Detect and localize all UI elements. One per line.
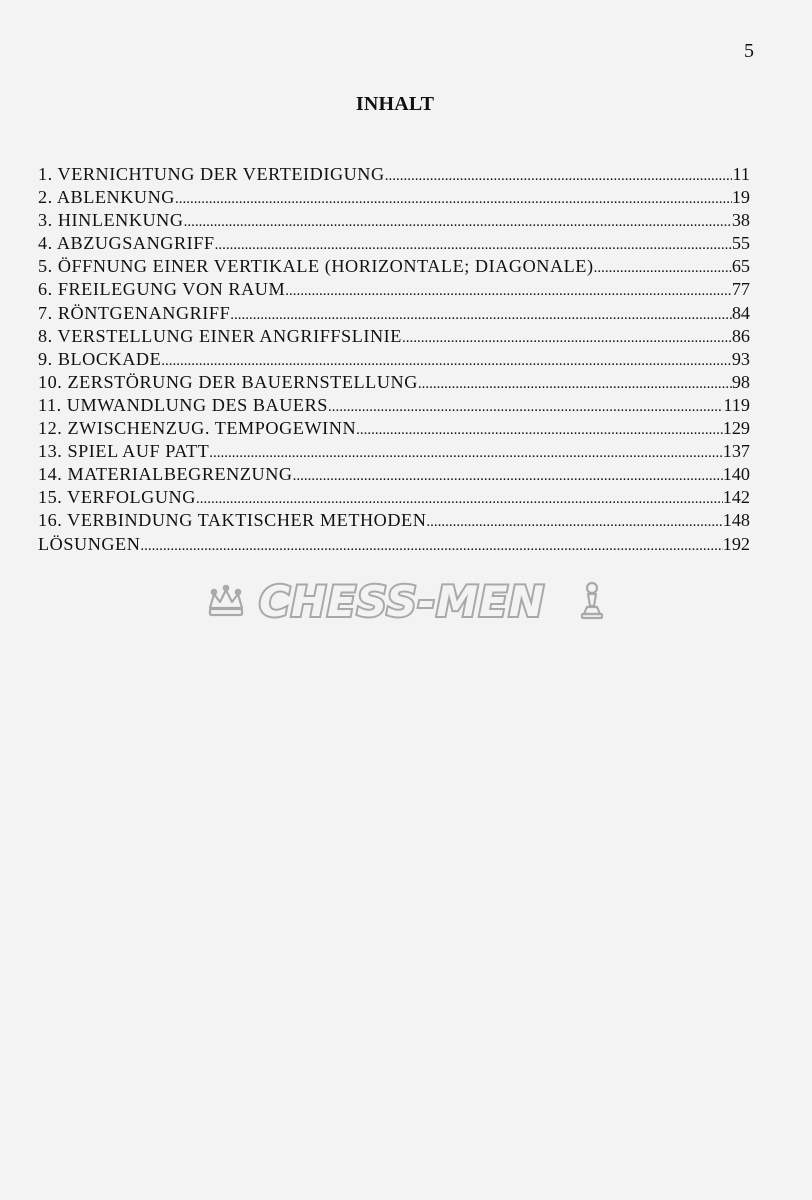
toc-entry-label: 13. SPIEL AUF PATT [38, 441, 210, 462]
toc-entry-page: 65 [731, 256, 750, 277]
pawn-icon [582, 583, 602, 618]
toc-entry[interactable] [38, 510, 750, 533]
toc-leader-dots [356, 418, 723, 439]
toc-leader-dots [594, 256, 732, 277]
toc-entry-label: 3. HINLENKUNG [38, 210, 184, 231]
toc-entry[interactable] [38, 534, 750, 557]
toc-entry[interactable] [38, 210, 750, 233]
toc-entry-page: 98 [731, 371, 750, 392]
toc-entry-label: LÖSUNGEN [38, 533, 141, 554]
toc-entry-page: 38 [731, 210, 750, 231]
toc-entry-label: 11. UMWANDLUNG DES BAUERS [38, 394, 328, 415]
toc-leader-dots [285, 279, 732, 300]
toc-entry-label: 6. FREILEGUNG VON RAUM [38, 279, 286, 300]
toc-leader-dots [175, 187, 732, 208]
toc-leader-dots [209, 441, 722, 462]
crown-icon [210, 586, 242, 615]
toc-entry-label: 15. VERFOLGUNG [38, 487, 196, 508]
toc-leader-dots [184, 210, 732, 231]
toc-leader-dots [328, 395, 723, 416]
toc-entry[interactable] [38, 303, 750, 326]
toc-leader-dots [230, 303, 732, 324]
toc-entry-page: 137 [722, 441, 750, 462]
toc-entry-page: 11 [732, 164, 750, 184]
toc-entry-label: 10. ZERSTÖRUNG DER BAUERNSTELLUNG [38, 371, 418, 392]
toc-entry[interactable] [38, 256, 750, 279]
toc-entry[interactable] [38, 233, 750, 256]
toc-entry-label: 7. RÖNTGENANGRIFF [38, 302, 231, 323]
toc-leader-dots [418, 372, 732, 393]
toc-leader-dots [385, 164, 733, 185]
toc-entry-label: 8. VERSTELLUNG EINER ANGRIFFSLINIE [38, 325, 402, 346]
page-number: 5 [744, 40, 754, 62]
toc-entry-label: 16. VERBINDUNG TAKTISCHER METHODEN [38, 510, 427, 531]
toc-entry-label: 5. ÖFFNUNG EINER VERTIKALE (HORIZONTALE; DIAGONALE) [38, 256, 594, 277]
watermark-text: CHESS-MEN [259, 577, 545, 626]
toc-leader-dots [140, 534, 722, 555]
toc-entry[interactable] [38, 441, 750, 464]
toc-entry-label: 9. BLOCKADE [38, 348, 162, 369]
toc-entry[interactable] [38, 326, 750, 349]
toc-entry-page: 86 [731, 325, 750, 346]
toc-leader-dots [402, 326, 732, 347]
toc-entry[interactable] [38, 464, 750, 487]
toc-entry[interactable] [38, 395, 750, 418]
chess-men-watermark [206, 572, 606, 628]
toc-entry-page: 140 [722, 464, 750, 485]
toc-entry[interactable] [38, 164, 750, 187]
toc-entry[interactable] [38, 487, 750, 510]
toc-entry-page: 142 [722, 487, 750, 508]
toc-entry-label: 4. ABZUGSANGRIFF [38, 233, 215, 254]
toc-entry[interactable] [38, 349, 750, 372]
toc-entry-label: 2. ABLENKUNG [38, 187, 175, 208]
toc-leader-dots [215, 233, 732, 254]
page-title: INHALT [355, 93, 435, 115]
toc-entry-page: 19 [731, 187, 750, 208]
toc-entry-page: 55 [731, 233, 750, 254]
toc-entry-label: 12. ZWISCHENZUG. TEMPOGEWINN [38, 418, 357, 439]
toc-entry[interactable] [38, 372, 750, 395]
toc-entry-page: 84 [731, 302, 750, 323]
toc-entry-page: 77 [731, 279, 750, 300]
toc-entry[interactable] [38, 279, 750, 302]
toc-leader-dots [426, 510, 722, 531]
toc-entry[interactable] [38, 187, 750, 210]
toc-leader-dots [196, 487, 723, 508]
toc-leader-dots [161, 349, 732, 370]
toc-entry-page: 192 [722, 533, 750, 554]
toc-entry-label: 1. VERNICHTUNG DER VERTEIDIGUNG [38, 164, 385, 184]
table-of-contents [38, 164, 750, 557]
toc-leader-dots [293, 464, 723, 485]
toc-entry[interactable] [38, 418, 750, 441]
toc-entry-page: 93 [731, 348, 750, 369]
toc-entry-page: 129 [722, 418, 750, 439]
toc-entry-label: 14. MATERIALBEGRENZUNG [38, 464, 293, 485]
toc-entry-page: 148 [722, 510, 750, 531]
toc-entry-page: 119 [723, 394, 750, 415]
